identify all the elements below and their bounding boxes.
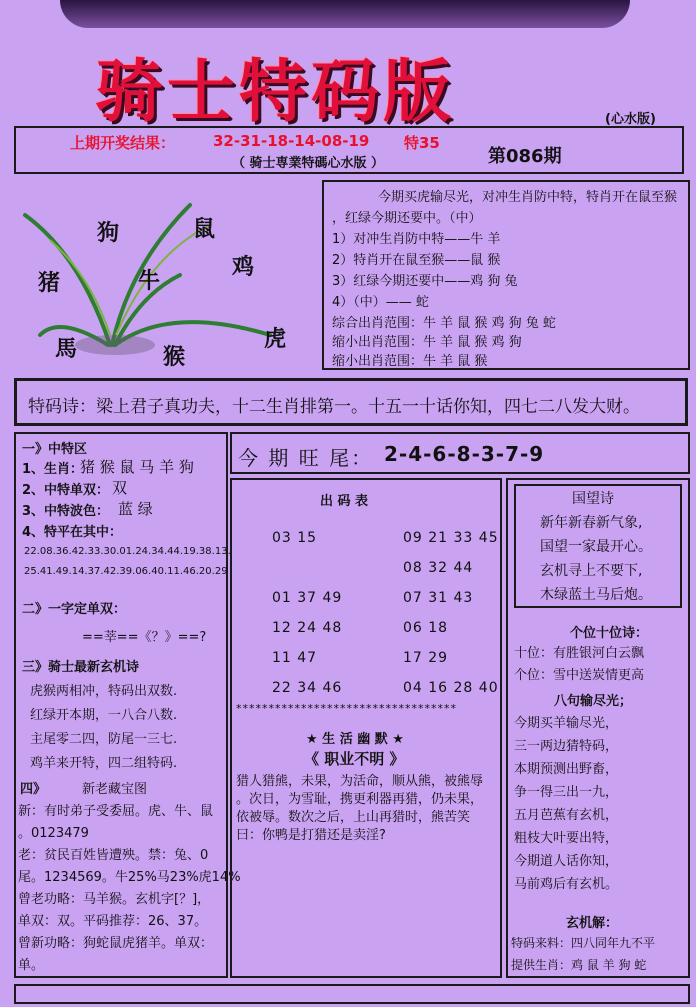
edition-tag: (心水版) (605, 112, 656, 127)
section2-title: 二》一字定单双： (22, 602, 127, 617)
zodiac-rooster: 鸡 (232, 254, 255, 280)
poem-line: 木绿蓝土马后炮。 (540, 587, 652, 603)
section4-line: 曾新功略：狗蛇鼠虎猪羊。单双： (18, 936, 214, 951)
subtitle: （ 骑士専業特碼心水版 ） (232, 156, 385, 171)
section4-line: 单双：双。平码推荐：26、37。 (18, 914, 208, 929)
humor-line: 猎人猎熊，未果，为活命，顺从熊，被熊辱 (236, 774, 484, 789)
s3-label: 3、中特波色： (22, 504, 110, 519)
riddle-line: 2）特肖开在鼠至猴——鼠 猴 (332, 253, 501, 268)
humor-line: 。次日，为雪耻，携更利器再猎，仍未果， (236, 792, 484, 807)
footer-strip (14, 984, 690, 1004)
special-numbers-1: 22.08.36.42.33.30.01.24.34.44.19.38.13. (24, 546, 231, 557)
s1-label: 1、生肖： (22, 462, 84, 477)
eight-line: 粗枝大叶要出特， (514, 831, 619, 846)
code-right: 06 18 (403, 620, 449, 636)
tail-value: 2-4-6-8-3-7-9 (384, 442, 545, 466)
zodiac-horse: 馬 (55, 336, 78, 362)
riddle-line: 4）（中）—— 蛇 (332, 295, 429, 310)
riddle-line: 今期买虎输尽光，对冲生肖防中特，特肖开在鼠至猴 (378, 190, 678, 205)
riddle-line: ，红绿今期还要中。（中） (332, 211, 482, 226)
xuanji-line: 提供生肖：鸡 鼠 羊 狗 蛇 (511, 958, 647, 972)
code-right: 09 21 33 45 (403, 530, 499, 546)
eight-line: 今期买羊输尽光， (514, 716, 619, 731)
eight-line: 五月芭蕉有玄机， (514, 808, 619, 823)
zodiac-pig: 猪 (38, 270, 61, 296)
zodiac-tiger: 虎 (264, 326, 287, 352)
poem-line: 玄机寻上不要下, (540, 563, 643, 579)
code-left: 12 24 48 (272, 620, 343, 636)
section4-name: 新老藏宝图 (82, 782, 148, 797)
digit-line: 个位：雪中送炭情更高 (514, 668, 645, 683)
s2-value: 双 (112, 479, 128, 497)
section3-line: 主尾零二四，防尾一三七. (30, 732, 178, 747)
riddle-line: 1）对冲生肖防中特——牛 羊 (332, 232, 501, 247)
xuanji-line: 特码来料：四八同年九不平 (511, 936, 656, 950)
s1-value: 猪 猴 鼠 马 羊 狗 (80, 458, 194, 476)
eight-line: 三一两边猜特码， (514, 739, 619, 754)
code-left: 01 37 49 (272, 590, 343, 606)
section4-line: 曾老功略：马羊猴。玄机字[？]， (18, 892, 211, 907)
section4-line: 。0123479 (18, 826, 89, 841)
s2-label: 2、中特单双： (22, 483, 110, 498)
poem-line: 国望一家最开心。 (540, 539, 652, 555)
section4-line: 老：贫民百姓皆遭殃。禁：兔、0 (18, 848, 209, 863)
section4-line: 单。 (18, 958, 45, 973)
digit-line: 十位：有胜银河白云飘 (514, 646, 645, 661)
riddle-line: 3）红绿今期还要中——鸡 狗 兔 (332, 274, 518, 289)
poem-line: 新年新春新气象, (540, 515, 643, 531)
poem-banner: 特码诗：梁上君子真功夫，十二生肖排第一。十五一十话你知，四七二八发大财。 (28, 397, 640, 417)
last-result-special: 特35 (404, 134, 440, 152)
section3-line: 红绿开本期，一八合八数. (30, 708, 178, 723)
eight-title: 八句输尽光； (554, 694, 633, 709)
issue-number: 第086期 (488, 146, 562, 167)
special-numbers-2: 25.41.49.14.37.42.39.06.40.11.46.20.29 (24, 566, 228, 577)
eight-line: 本期预测出野畜， (514, 762, 619, 777)
page-title: 骑士特码版 (95, 52, 456, 132)
digit-title: 个位十位诗： (570, 626, 649, 641)
humor-title: ★ 生 活 幽 默 ★ (306, 732, 404, 747)
code-right: 08 32 44 (403, 560, 474, 576)
zodiac-dog: 狗 (97, 220, 120, 246)
code-left: 03 15 (272, 530, 318, 546)
code-left: 22 34 46 (272, 680, 343, 696)
zodiac-ox: 牛 (138, 268, 161, 294)
riddle-line: 综合出肖范围：牛 羊 鼠 猴 鸡 狗 兔 蛇 (332, 316, 556, 331)
eight-line: 今期道人话你知， (514, 854, 619, 869)
humor-line: 依被辱。数次之后，上山再猎时，熊苦笑 (236, 810, 471, 825)
riddle-line: 缩小出肖范围：牛 羊 鼠 猴 鸡 狗 (332, 335, 522, 350)
s3-value: 蓝 绿 (118, 500, 153, 518)
header-decoration (60, 0, 630, 28)
section4-line: 尾。1234569。牛25%马23%虎14% (18, 870, 241, 885)
code-right: 17 29 (403, 650, 449, 666)
xuanji-title: 玄机解： (566, 916, 619, 931)
section3-title: 三》骑士最新玄机诗 (22, 660, 140, 675)
last-result-label: 上期开奖结果： (70, 134, 176, 152)
section4-line: 新：有时弟子受委屈。虎、牛、鼠 (18, 804, 214, 819)
humor-subtitle: 《 职业不明 》 (304, 750, 405, 768)
last-result-numbers: 32-31-18-14-08-19 (213, 132, 370, 150)
tail-label: 今 期 旺 尾： (238, 446, 374, 470)
s4-label: 4、特平在其中： (22, 525, 123, 540)
code-left: 11 47 (272, 650, 318, 666)
zodiac-rat: 鼠 (193, 216, 216, 242)
humor-line: 曰：你鸭是打猎还是卖淫? (236, 828, 386, 843)
chart-title: 出 码 表 (320, 494, 369, 509)
section3-line: 鸡羊来开特，四二组特码. (30, 756, 178, 771)
eight-line: 马前鸡后有玄机。 (514, 877, 619, 892)
poem-title: 国望诗 (572, 491, 614, 507)
section4-title: 四》 (20, 782, 47, 797)
code-right: 07 31 43 (403, 590, 474, 606)
zodiac-monkey: 猴 (163, 344, 186, 370)
section1-title: 一》中特区 (22, 442, 88, 457)
section2-body: ==莘==《？》==? (82, 630, 207, 645)
code-right: 04 16 28 40 (403, 680, 499, 696)
star-divider: ********************************** (236, 702, 457, 715)
section3-line: 虎猴两相冲，特码出双数. (30, 684, 178, 699)
riddle-line: 缩小出肖范围：牛 羊 鼠 猴 (332, 354, 488, 369)
eight-line: 争一得三出一九， (514, 785, 619, 800)
